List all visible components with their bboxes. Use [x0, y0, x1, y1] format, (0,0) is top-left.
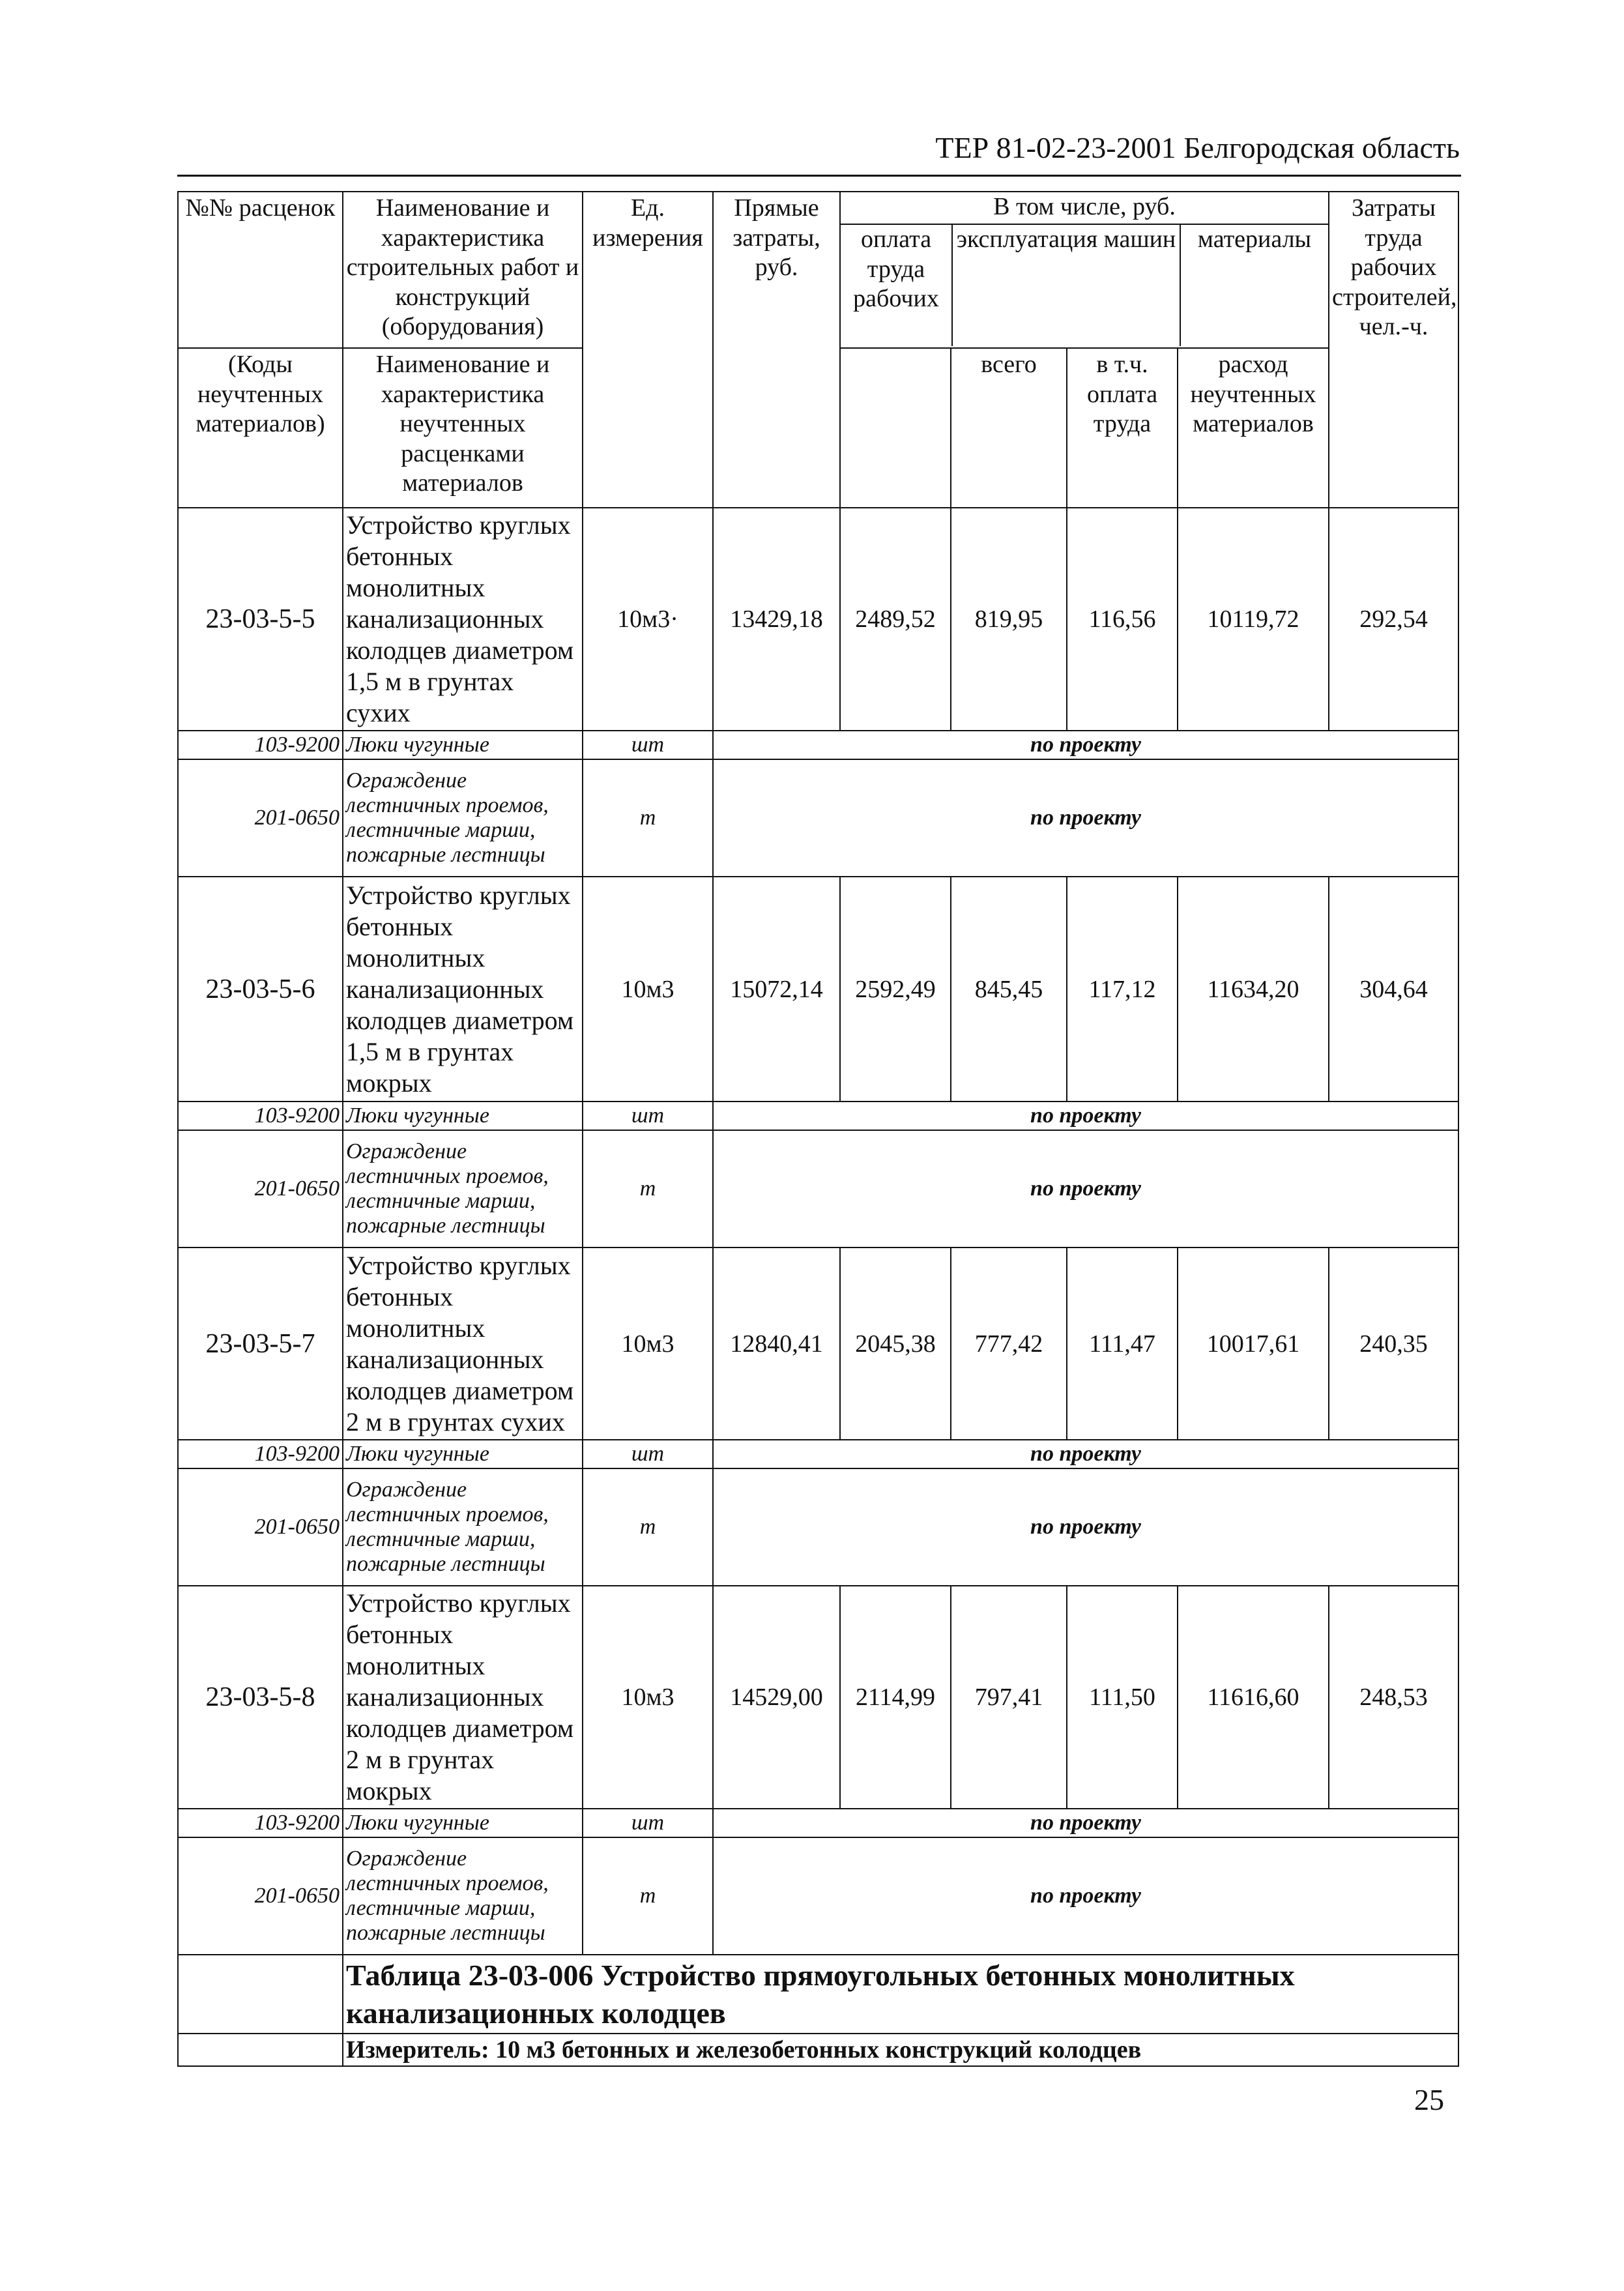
- material-code: 201-0650: [178, 759, 343, 877]
- row-hours: 248,53: [1329, 1586, 1458, 1809]
- row-labor: 2592,49: [840, 877, 951, 1102]
- material-code: 103-9200: [178, 1809, 343, 1837]
- material-unit: т: [583, 759, 713, 877]
- row-materials: 10017,61: [1178, 1248, 1329, 1440]
- material-code: 201-0650: [178, 1837, 343, 1955]
- by-project: по проекту: [713, 759, 1458, 877]
- row-unit: 10м3: [583, 1586, 713, 1809]
- row-code: 23-03-5-6: [178, 877, 343, 1102]
- measurer-blank: [178, 2034, 343, 2066]
- material-code: 103-9200: [178, 731, 343, 759]
- by-project: по проекту: [713, 731, 1458, 759]
- by-project: по проекту: [713, 1440, 1458, 1468]
- col-labor-pay-blank: [840, 348, 951, 508]
- col-machines-total: всего: [951, 348, 1067, 508]
- row-machines-labor: 111,47: [1067, 1248, 1178, 1440]
- material-unit: т: [583, 1130, 713, 1248]
- row-unit: 10м3·: [583, 508, 713, 731]
- row-hours: 304,64: [1329, 877, 1458, 1102]
- row-materials: 11634,20: [1178, 877, 1329, 1102]
- material-name: Ограждение лестничных проемов, лестничные марши, пожарные лестницы: [343, 1130, 583, 1248]
- by-project: по проекту: [713, 1102, 1458, 1130]
- material-row: [178, 1102, 1458, 1130]
- material-row: [178, 1130, 1458, 1248]
- row-name: Устройство круглых бетонных монолитных канализационных колодцев диаметром 2 м в грунтах мокрых: [343, 1586, 583, 1809]
- col-unit: Ед. измерения: [583, 192, 713, 508]
- row-hours: 240,35: [1329, 1248, 1458, 1440]
- row-labor: 2045,38: [840, 1248, 951, 1440]
- material-name: Люки чугунные: [343, 1809, 583, 1837]
- col-labor-pay: оплата труда рабочих: [841, 225, 953, 346]
- row-direct: 12840,41: [713, 1248, 840, 1440]
- table-title: Таблица 23-03-006 Устройство прямоугольных бетонных монолитных канализационных колодцев: [343, 1955, 1458, 2034]
- material-row: [178, 1809, 1458, 1837]
- table-row: [178, 1586, 1458, 1809]
- header-rule: [177, 175, 1461, 177]
- row-labor: 2114,99: [840, 1586, 951, 1809]
- material-code: 201-0650: [178, 1130, 343, 1248]
- material-row: [178, 759, 1458, 877]
- col-labor-unit: чел.-ч.: [1359, 313, 1428, 341]
- material-unit: шт: [583, 1440, 713, 1468]
- row-unit: 10м3: [583, 877, 713, 1102]
- col-incl: В том числе, руб.: [841, 192, 1328, 225]
- material-name: Ограждение лестничных проемов, лестничные марши, пожарные лестницы: [343, 1837, 583, 1955]
- col-code: №№ расценок: [178, 192, 343, 348]
- col-name: Наименование и характеристика строительных работ и конструкций (оборудования): [343, 192, 583, 348]
- material-name: Ограждение лестничных проемов, лестничные марши, пожарные лестницы: [343, 1468, 583, 1586]
- table-row: [178, 877, 1458, 1102]
- material-code: 103-9200: [178, 1102, 343, 1130]
- col-machines: эксплуатация машин: [953, 225, 1181, 346]
- row-machines-labor: 116,56: [1067, 508, 1178, 731]
- document-header: ТЕР 81-02-23-2001 Белгородская область: [935, 131, 1460, 164]
- material-unit: шт: [583, 1102, 713, 1130]
- table-row: [178, 508, 1458, 731]
- material-unit: т: [583, 1837, 713, 1955]
- row-materials: 11616,60: [1178, 1586, 1329, 1809]
- material-unit: т: [583, 1468, 713, 1586]
- row-machines-labor: 111,50: [1067, 1586, 1178, 1809]
- col-labor-cost-label: Затраты труда рабочих строителей,: [1332, 194, 1457, 311]
- col-name2: Наименование и характеристика неучтенных расценками материалов: [343, 348, 583, 508]
- material-row: [178, 731, 1458, 759]
- row-machines: 819,95: [951, 508, 1067, 731]
- row-direct: 15072,14: [713, 877, 840, 1102]
- row-direct: 13429,18: [713, 508, 840, 731]
- row-machines: 777,42: [951, 1248, 1067, 1440]
- measurer: Измеритель: 10 м3 бетонных и железобетонных конструкций колодцев: [343, 2034, 1458, 2066]
- material-code: 103-9200: [178, 1440, 343, 1468]
- by-project: по проекту: [713, 1130, 1458, 1248]
- by-project: по проекту: [713, 1837, 1458, 1955]
- row-machines-labor: 117,12: [1067, 877, 1178, 1102]
- row-labor: 2489,52: [840, 508, 951, 731]
- col-materials-unaccounted: расход неучтенных материалов: [1178, 348, 1329, 508]
- material-unit: шт: [583, 1809, 713, 1837]
- table-row: [178, 1248, 1458, 1440]
- row-name: Устройство круглых бетонных монолитных канализационных колодцев диаметром 2 м в грунтах сухих: [343, 1248, 583, 1440]
- row-name: Устройство круглых бетонных монолитных канализационных колодцев диаметром 1,5 м в грунтах сухих: [343, 508, 583, 731]
- material-row: [178, 1837, 1458, 1955]
- material-name: Люки чугунные: [343, 1440, 583, 1468]
- title-blank: [178, 1955, 343, 2034]
- col-code2: (Коды неучтенных материалов): [178, 348, 343, 508]
- by-project: по проекту: [713, 1809, 1458, 1837]
- row-code: 23-03-5-5: [178, 508, 343, 731]
- row-unit: 10м3: [583, 1248, 713, 1440]
- row-direct: 14529,00: [713, 1586, 840, 1809]
- material-row: [178, 1440, 1458, 1468]
- page-number: 25: [1414, 2083, 1444, 2116]
- row-materials: 10119,72: [1178, 508, 1329, 731]
- row-machines: 845,45: [951, 877, 1067, 1102]
- material-name: Ограждение лестничных проемов, лестничные марши, пожарные лестницы: [343, 759, 583, 877]
- col-machines-labor: в т.ч. оплата труда: [1067, 348, 1178, 508]
- row-code: 23-03-5-8: [178, 1586, 343, 1809]
- rates-table: [177, 191, 1459, 2067]
- material-name: Люки чугунные: [343, 1102, 583, 1130]
- by-project: по проекту: [713, 1468, 1458, 1586]
- col-labor-cost: [1329, 192, 1458, 508]
- row-machines: 797,41: [951, 1586, 1067, 1809]
- material-row: [178, 1468, 1458, 1586]
- row-code: 23-03-5-7: [178, 1248, 343, 1440]
- col-materials: материалы: [1197, 226, 1312, 253]
- col-direct: Прямые затраты, руб.: [713, 192, 840, 508]
- material-unit: шт: [583, 731, 713, 759]
- material-code: 201-0650: [178, 1468, 343, 1586]
- row-hours: 292,54: [1329, 508, 1458, 731]
- row-name: Устройство круглых бетонных монолитных канализационных колодцев диаметром 1,5 м в грунтах мокрых: [343, 877, 583, 1102]
- material-name: Люки чугунные: [343, 731, 583, 759]
